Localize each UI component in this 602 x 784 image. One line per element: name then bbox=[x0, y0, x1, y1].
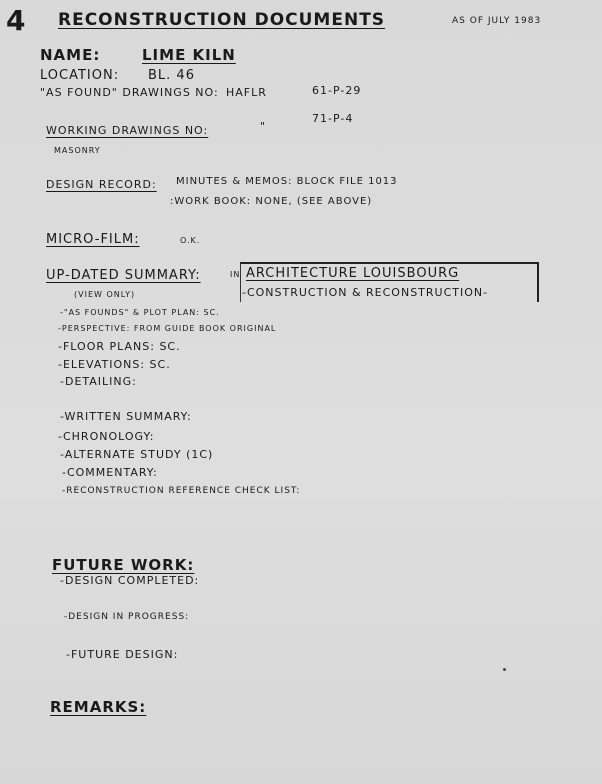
summary-item: -DETAILING: bbox=[60, 375, 137, 388]
document-date: AS OF JULY 1983 bbox=[452, 16, 542, 26]
summary-item: -ELEVATIONS: SC. bbox=[58, 358, 171, 371]
micro-film-label: MICRO-FILM: bbox=[46, 232, 140, 247]
as-found-ref: 61-P-29 bbox=[312, 84, 362, 97]
as-found-label: "AS FOUND" DRAWINGS NO: bbox=[40, 86, 219, 99]
working-drawings-sub: MASONRY bbox=[54, 146, 101, 155]
document-title: RECONSTRUCTION DOCUMENTS bbox=[58, 10, 386, 30]
future-work-item: -FUTURE DESIGN: bbox=[66, 648, 179, 661]
working-drawings-ditto: " bbox=[260, 120, 267, 133]
written-item: -RECONSTRUCTION REFERENCE CHECK LIST: bbox=[62, 486, 301, 496]
future-work-item: -DESIGN COMPLETED: bbox=[60, 574, 200, 587]
design-record-line2: :WORK BOOK: NONE, (SEE ABOVE) bbox=[170, 196, 373, 207]
summary-book-title: ARCHITECTURE LOUISBOURG bbox=[246, 266, 460, 281]
updated-summary-label: UP-DATED SUMMARY: bbox=[46, 268, 201, 283]
name-label: NAME: bbox=[40, 46, 101, 64]
future-work-item: -DESIGN IN PROGRESS: bbox=[64, 612, 190, 622]
as-found-value: HAFLR bbox=[226, 86, 267, 99]
written-item: -CHRONOLOGY: bbox=[58, 430, 155, 443]
location-label: LOCATION: bbox=[40, 68, 120, 83]
summary-book-subtitle: -CONSTRUCTION & RECONSTRUCTION- bbox=[242, 286, 489, 299]
updated-summary-prefix: IN bbox=[230, 270, 241, 279]
paper-speck bbox=[503, 668, 506, 671]
design-record-label: DESIGN RECORD: bbox=[46, 178, 157, 191]
summary-view-note: (VIEW ONLY) bbox=[74, 290, 136, 299]
remarks-label: REMARKS: bbox=[50, 698, 147, 716]
name-value: LIME KILN bbox=[142, 46, 236, 64]
page-number-mark: 4 bbox=[6, 4, 26, 37]
future-work-label: FUTURE WORK: bbox=[52, 556, 195, 574]
working-drawings-label: WORKING DRAWINGS NO: bbox=[46, 124, 209, 137]
summary-item: -"AS FOUNDS" & PLOT PLAN: SC. bbox=[60, 308, 220, 317]
summary-item: -FLOOR PLANS: SC. bbox=[58, 340, 181, 353]
written-item: -WRITTEN SUMMARY: bbox=[60, 410, 192, 423]
micro-film-value: O.K. bbox=[180, 236, 201, 245]
written-item: -ALTERNATE STUDY (1C) bbox=[60, 448, 214, 461]
written-item: -COMMENTARY: bbox=[62, 466, 158, 479]
design-record-line1: MINUTES & MEMOS: BLOCK FILE 1013 bbox=[176, 176, 398, 187]
location-value: BL. 46 bbox=[148, 68, 195, 83]
summary-item: -PERSPECTIVE: FROM GUIDE BOOK ORIGINAL bbox=[58, 324, 277, 333]
working-drawings-ref: 71-P-4 bbox=[312, 112, 354, 125]
